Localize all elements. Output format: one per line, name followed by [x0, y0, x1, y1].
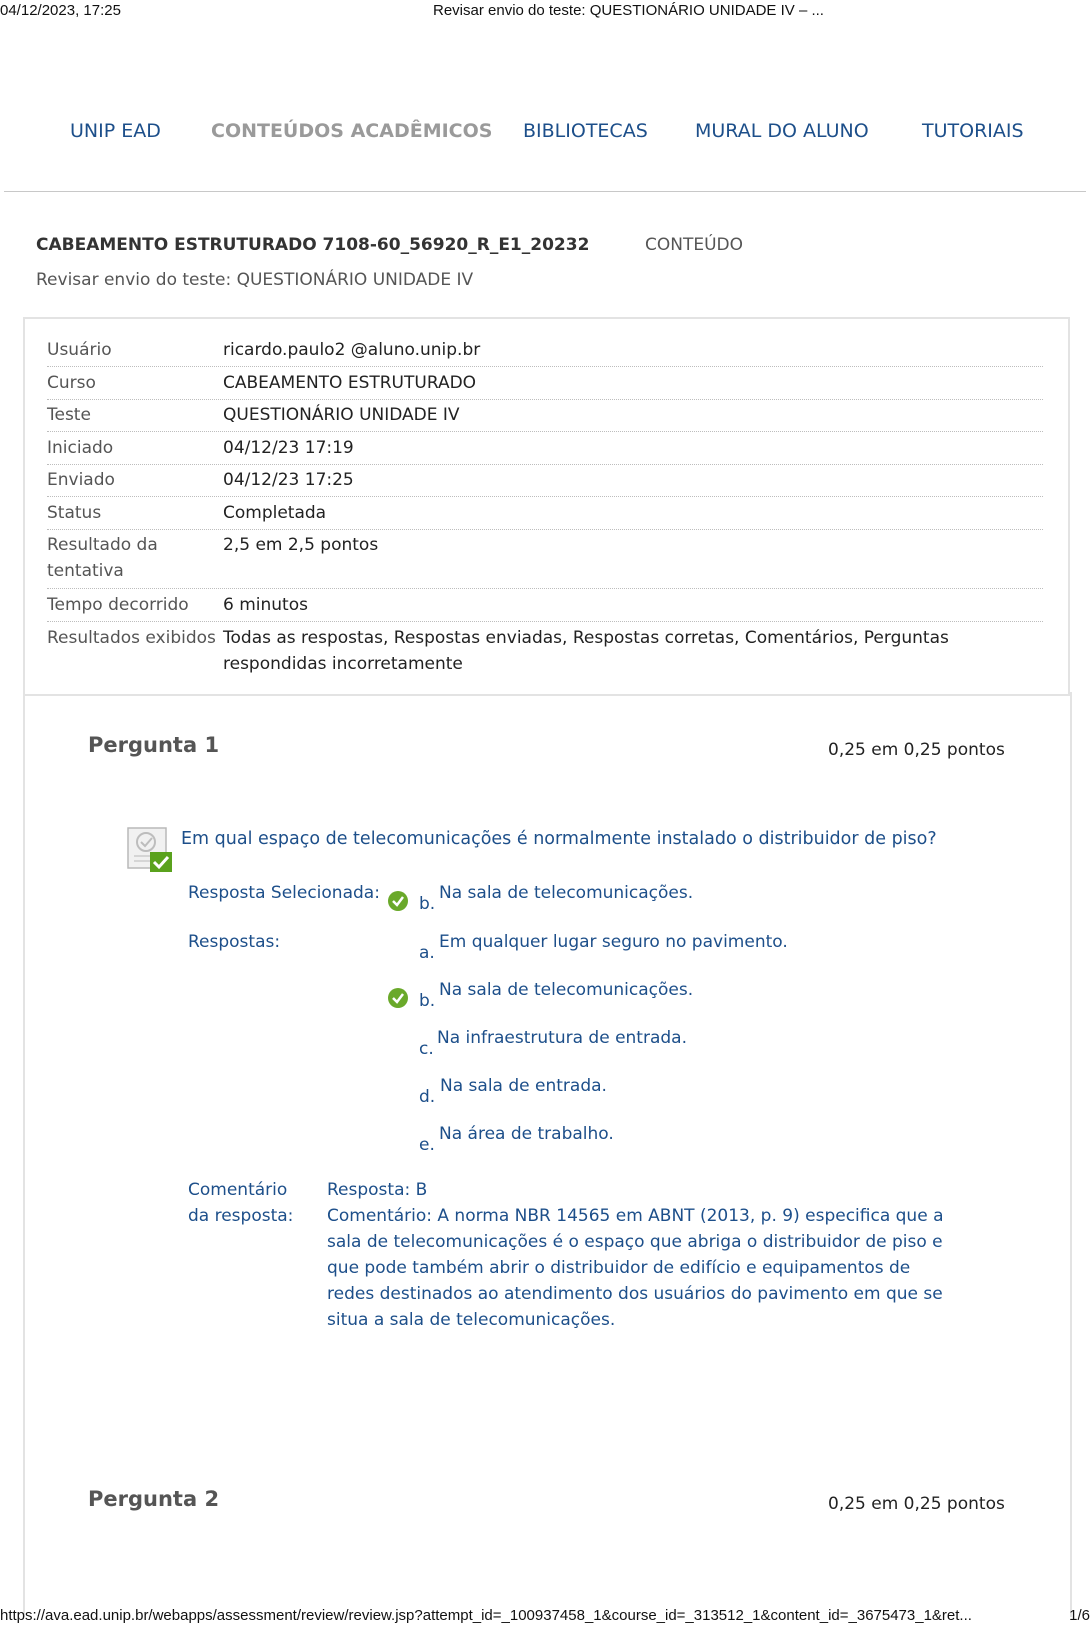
print-title: Revisar envio do teste: QUESTIONÁRIO UNIDADE IV – ... — [433, 2, 824, 19]
summary-row-course — [47, 370, 1043, 400]
correct-question-icon — [126, 826, 174, 874]
answer-text: Na sala de telecomunicações. — [439, 980, 694, 1000]
summary-row-result — [47, 532, 1043, 589]
answer-text: Na infraestrutura de entrada. — [437, 1028, 687, 1048]
summary-value: 2,5 em 2,5 pontos — [223, 535, 379, 555]
correct-check-icon — [388, 891, 408, 911]
summary-key: Resultados exibidos — [47, 628, 216, 648]
summary-key: Usuário — [47, 340, 112, 360]
print-footer — [0, 1605, 1090, 1627]
answer-letter: d. — [419, 1087, 436, 1107]
summary-key: Teste — [47, 405, 91, 425]
answer-letter: a. — [419, 943, 435, 963]
summary-row-started — [47, 435, 1043, 465]
answer-letter: b. — [419, 991, 436, 1011]
answers-label: Respostas: — [188, 932, 281, 952]
summary-row-submitted — [47, 467, 1043, 497]
print-date: 04/12/2023, 17:25 — [0, 2, 121, 19]
summary-key: Status — [47, 503, 102, 523]
summary-key: Resultado da tentativa — [47, 535, 158, 581]
summary-value: 04/12/23 17:19 — [223, 438, 354, 458]
answer-letter: e. — [419, 1135, 435, 1155]
question-2-points: 0,25 em 0,25 pontos — [828, 1494, 1005, 1514]
summary-key: Enviado — [47, 470, 115, 490]
summary-row-elapsed — [47, 592, 1043, 622]
content-label[interactable]: CONTEÚDO — [645, 235, 744, 255]
comment-text: Comentário: A norma NBR 14565 em ABNT (2013, p. 9) especifica que a sala de telecomunicações é o espaço que abriga o distribuidor de piso e que pode também abrir o distribuidor de edifício e equipamentos de redes destinados ao atendimento dos usuários do pavimento em que se situa a sala de telecomunicações. — [327, 1206, 944, 1330]
question-1-points: 0,25 em 0,25 pontos — [828, 740, 1005, 760]
nav-tutoriais[interactable]: TUTORIAIS — [922, 120, 1024, 142]
nav-mural-do-aluno[interactable]: MURAL DO ALUNO — [695, 120, 869, 142]
summary-row-status — [47, 500, 1043, 530]
answer-letter: b. — [419, 894, 436, 914]
answer-letter: c. — [419, 1039, 434, 1059]
print-header — [0, 0, 1090, 22]
summary-key: Iniciado — [47, 438, 114, 458]
nav-conteudos-academicos[interactable]: CONTEÚDOS ACADÊMICOS — [211, 120, 493, 142]
nav-bibliotecas[interactable]: BIBLIOTECAS — [523, 120, 648, 142]
print-page-number: 1/6 — [1069, 1607, 1090, 1624]
summary-row-user — [47, 337, 1043, 367]
correct-check-icon — [388, 988, 408, 1008]
summary-key: Tempo decorrido — [47, 595, 189, 615]
summary-key: Curso — [47, 373, 96, 393]
comment-label: Comentário da resposta: — [188, 1180, 294, 1226]
summary-row-displayed — [47, 625, 1043, 681]
answer-text: Na área de trabalho. — [439, 1124, 614, 1144]
summary-value: 6 minutos — [223, 595, 308, 615]
breadcrumb: Revisar envio do teste: QUESTIONÁRIO UNIDADE IV — [36, 270, 474, 290]
question-1-title: Pergunta 1 — [88, 733, 220, 757]
nav-divider — [4, 191, 1086, 192]
comment-answer: Resposta: B — [327, 1180, 428, 1200]
comment-body — [327, 1177, 957, 1333]
answer-text: Na sala de telecomunicações. — [439, 883, 694, 903]
summary-row-test — [47, 402, 1043, 432]
summary-value: 04/12/23 17:25 — [223, 470, 354, 490]
print-url: https://ava.ead.unip.br/webapps/assessment/review/review.jsp?attempt_id=_100937458_1&course_id=_313512_1&content_id=_3675473_1&ret... — [0, 1607, 972, 1624]
selected-answer-label: Resposta Selecionada: — [188, 883, 380, 903]
question-1-text: Em qual espaço de telecomunicações é normalmente instalado o distribuidor de piso? — [181, 829, 937, 849]
summary-value: QUESTIONÁRIO UNIDADE IV — [223, 405, 460, 425]
course-title: CABEAMENTO ESTRUTURADO 7108-60_56920_R_E1_20232 — [36, 235, 590, 255]
question-2-title: Pergunta 2 — [88, 1487, 220, 1511]
answer-text: Em qualquer lugar seguro no pavimento. — [439, 932, 788, 952]
summary-value: Todas as respostas, Respostas enviadas, Respostas corretas, Comentários, Perguntas respondidas incorretamente — [223, 628, 949, 674]
nav-unip-ead[interactable]: UNIP EAD — [70, 120, 161, 142]
summary-value: ricardo.paulo2 @aluno.unip.br — [223, 340, 481, 360]
summary-value: Completada — [223, 503, 327, 523]
attempt-summary — [23, 317, 1070, 696]
summary-value: CABEAMENTO ESTRUTURADO — [223, 373, 477, 393]
answer-text: Na sala de entrada. — [440, 1076, 607, 1096]
